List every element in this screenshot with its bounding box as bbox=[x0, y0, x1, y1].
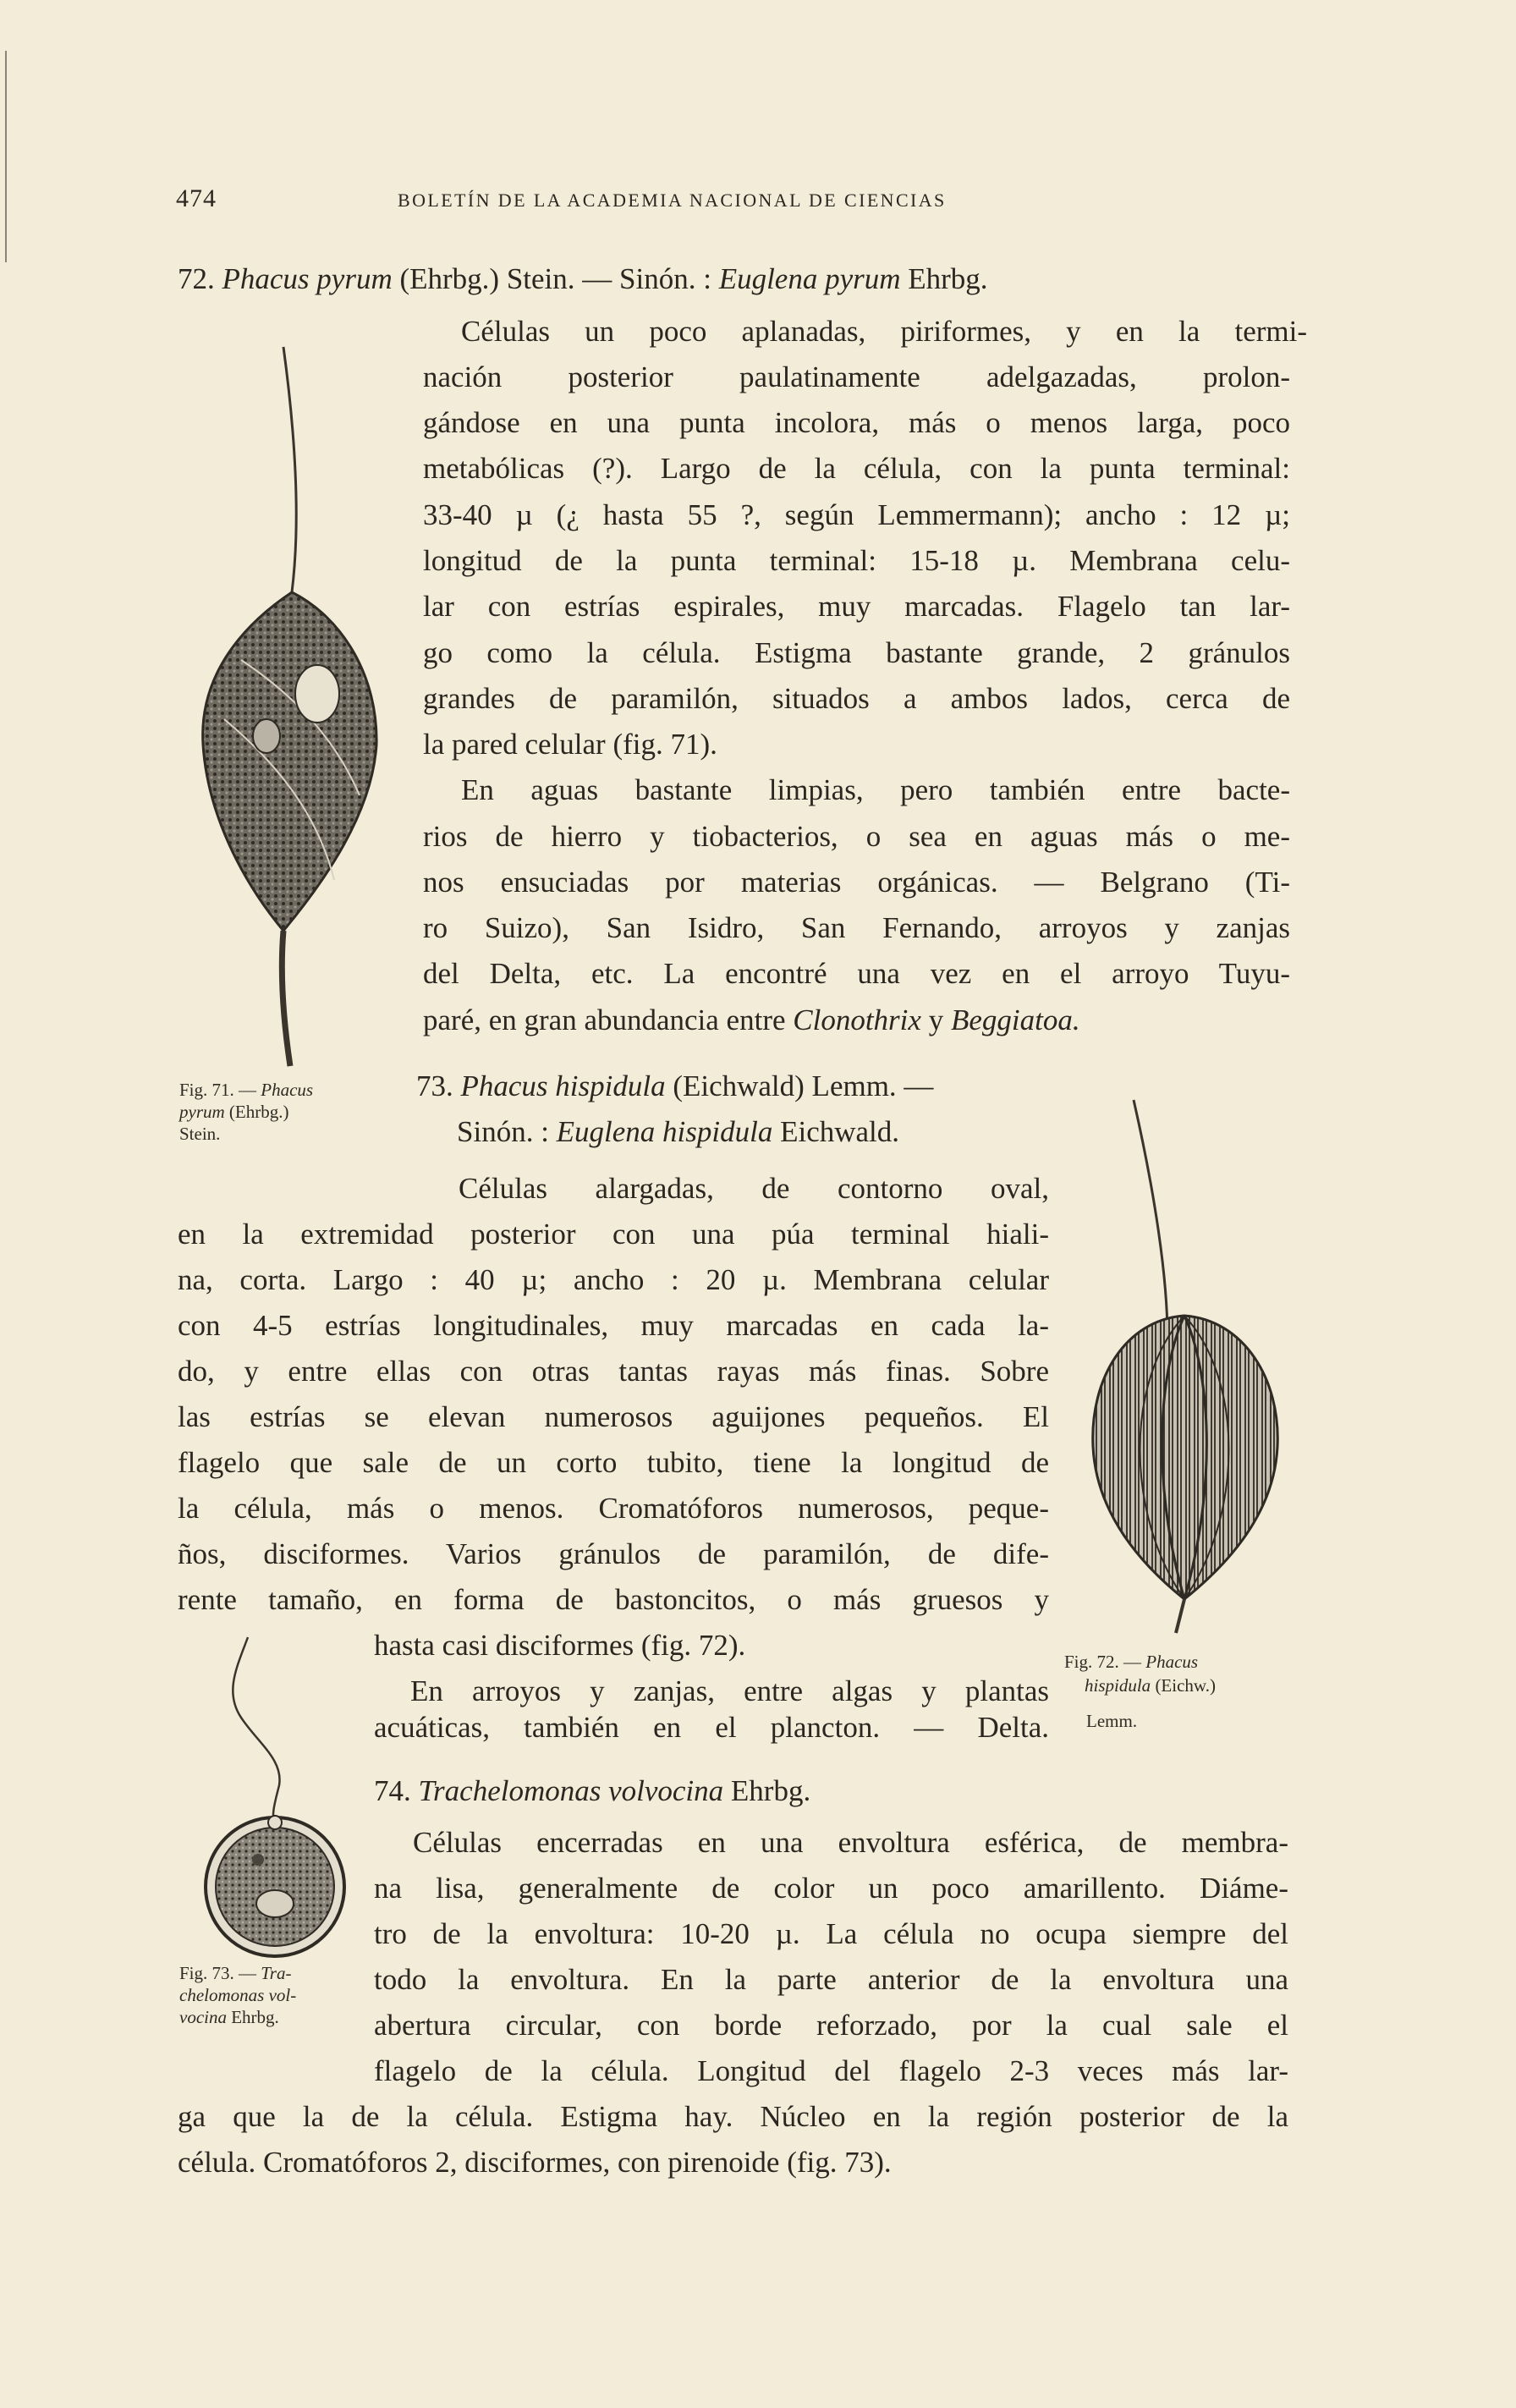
synonym: Euglena pyrum bbox=[718, 262, 901, 295]
text-line: lar con estrías espirales, muy marcadas. Flagelo tan lar- bbox=[423, 590, 1290, 623]
entry-73-heading: 73. Phacus hispidula (Eichwald) Lemm. — bbox=[416, 1069, 934, 1102]
text-line: grandes de paramilón, situados a ambos lados, cerca de bbox=[423, 682, 1290, 715]
text-line: las estrías se elevan numerosos aguijones pequeños. El bbox=[178, 1400, 1049, 1433]
species-name: Phacus hispidula bbox=[460, 1069, 666, 1102]
running-title: BOLETÍN DE LA ACADEMIA NACIONAL DE CIENCIAS bbox=[398, 190, 947, 211]
species-name: Phacus pyrum bbox=[222, 262, 393, 295]
text-line: gándose en una punta incolora, más o menos larga, poco bbox=[423, 406, 1290, 439]
synonym: Euglena hispidula bbox=[556, 1115, 773, 1148]
text-line: hasta casi disciformes (fig. 72). bbox=[374, 1629, 746, 1662]
text-line: ga que la de la célula. Estigma hay. Núcleo en la región posterior de la bbox=[178, 2100, 1288, 2133]
text-line: metabólicas (?). Largo de la célula, con la punta terminal: bbox=[423, 452, 1290, 485]
text-line: acuáticas, también en el plancton. — Delta. bbox=[374, 1711, 1049, 1744]
genus-name: Clonothrix bbox=[793, 1003, 921, 1036]
text-line: na, corta. Largo : 40 µ; ancho : 20 µ. Membrana celular bbox=[178, 1263, 1049, 1296]
text-line: go como la célula. Estigma bastante grande, 2 gránulos bbox=[423, 636, 1290, 669]
text-line: ro Suizo), San Isidro, San Fernando, arroyos y zanjas bbox=[423, 911, 1290, 944]
text-line: del Delta, etc. La encontré una vez en el arroyo Tuyu- bbox=[423, 957, 1290, 990]
authority: (Ehrbg.) Stein. — Sinón. : bbox=[392, 262, 719, 295]
text-line: abertura circular, con borde reforzado, por la cual sale el bbox=[374, 2009, 1288, 2042]
scan-edge-line bbox=[5, 51, 7, 262]
fig-71-caption-line: Fig. 71. — Phacus bbox=[179, 1080, 314, 1100]
fig-72-caption-line: Fig. 72. — Phacus bbox=[1064, 1652, 1199, 1672]
text-line: En aguas bastante limpias, pero también entre bacte- bbox=[461, 773, 1290, 806]
text-line: na lisa, generalmente de color un poco amarillento. Diáme- bbox=[374, 1872, 1288, 1905]
text-line: la célula, más o menos. Cromatóforos numerosos, peque- bbox=[178, 1492, 1049, 1525]
fig-73-caption-line: Fig. 73. — Tra- bbox=[179, 1963, 292, 1983]
genus-name: Beggiatoa. bbox=[950, 1003, 1080, 1036]
species-name: Trachelomonas volvocina bbox=[418, 1774, 724, 1807]
text-line: rios de hierro y tiobacterios, o sea en aguas más o me- bbox=[423, 820, 1290, 853]
text-line: longitud de la punta terminal: 15-18 µ. Membrana celu- bbox=[423, 544, 1290, 577]
text-line: En arroyos y zanjas, entre algas y plantas bbox=[410, 1674, 1049, 1707]
text-line: flagelo que sale de un corto tubito, tiene la longitud de bbox=[178, 1446, 1049, 1479]
entry-74-heading: 74. Trachelomonas volvocina Ehrbg. bbox=[374, 1774, 811, 1807]
text-line: do, y entre ellas con otras tantas rayas más finas. Sobre bbox=[178, 1355, 1049, 1388]
text-line: paré, en gran abundancia entre Clonothrix y Beggiatoa. bbox=[423, 1003, 1080, 1036]
entry-number: 72. bbox=[178, 262, 222, 295]
fig-73-caption-line: vocina Ehrbg. bbox=[179, 2007, 279, 2027]
text-line: con 4-5 estrías longitudinales, muy marcadas en cada la- bbox=[178, 1309, 1049, 1342]
text-line: todo la envoltura. En la parte anterior de la envoltura una bbox=[374, 1963, 1288, 1996]
text-line: 33-40 µ (¿ hasta 55 ?, según Lemmermann); ancho : 12 µ; bbox=[423, 498, 1290, 531]
text-line: en la extremidad posterior con una púa terminal hiali- bbox=[178, 1218, 1049, 1251]
fig-72-caption-line: Lemm. bbox=[1086, 1711, 1138, 1731]
page-header bbox=[176, 184, 1293, 218]
text-line: célula. Cromatóforos 2, disciformes, con pirenoide (fig. 73). bbox=[178, 2146, 892, 2179]
text-line: Células un poco aplanadas, piriformes, y en la termi- bbox=[461, 315, 1307, 348]
fig-73-illustration bbox=[190, 1633, 360, 1980]
fig-73-caption-line: chelomonas vol- bbox=[179, 1985, 297, 2005]
synonym-authority: Ehrbg. bbox=[900, 262, 988, 295]
text-line: nos ensuciadas por materias orgánicas. — Belgrano (Ti- bbox=[423, 866, 1290, 899]
text-line: tro de la envoltura: 10-20 µ. La célula no ocupa siempre del bbox=[374, 1917, 1288, 1950]
fig-71-caption-line: pyrum (Ehrbg.) bbox=[179, 1102, 289, 1122]
entry-72-heading bbox=[178, 262, 988, 296]
text-line: rente tamaño, en forma de bastoncitos, o más gruesos y bbox=[178, 1583, 1049, 1616]
text-line: ños, disciformes. Varios gránulos de paramilón, de dife- bbox=[178, 1537, 1049, 1570]
text-line: la pared celular (fig. 71). bbox=[423, 728, 717, 761]
text-line: Células alargadas, de contorno oval, bbox=[459, 1172, 1049, 1205]
text-line: Células encerradas en una envoltura esférica, de membra- bbox=[413, 1826, 1288, 1859]
text-line: flagelo de la célula. Longitud del flagelo 2-3 veces más lar- bbox=[374, 2054, 1288, 2087]
fig-72-illustration bbox=[1074, 1091, 1294, 1633]
fig-72-caption-line: hispidula (Eichw.) bbox=[1085, 1675, 1216, 1696]
page-number: 474 bbox=[176, 184, 217, 212]
text-line: nación posterior paulatinamente adelgazadas, prolon- bbox=[423, 360, 1290, 393]
fig-71-caption-line: Stein. bbox=[179, 1124, 221, 1144]
entry-73-synonym: Sinón. : Euglena hispidula Eichwald. bbox=[457, 1115, 900, 1148]
fig-71-illustration bbox=[190, 338, 393, 1083]
